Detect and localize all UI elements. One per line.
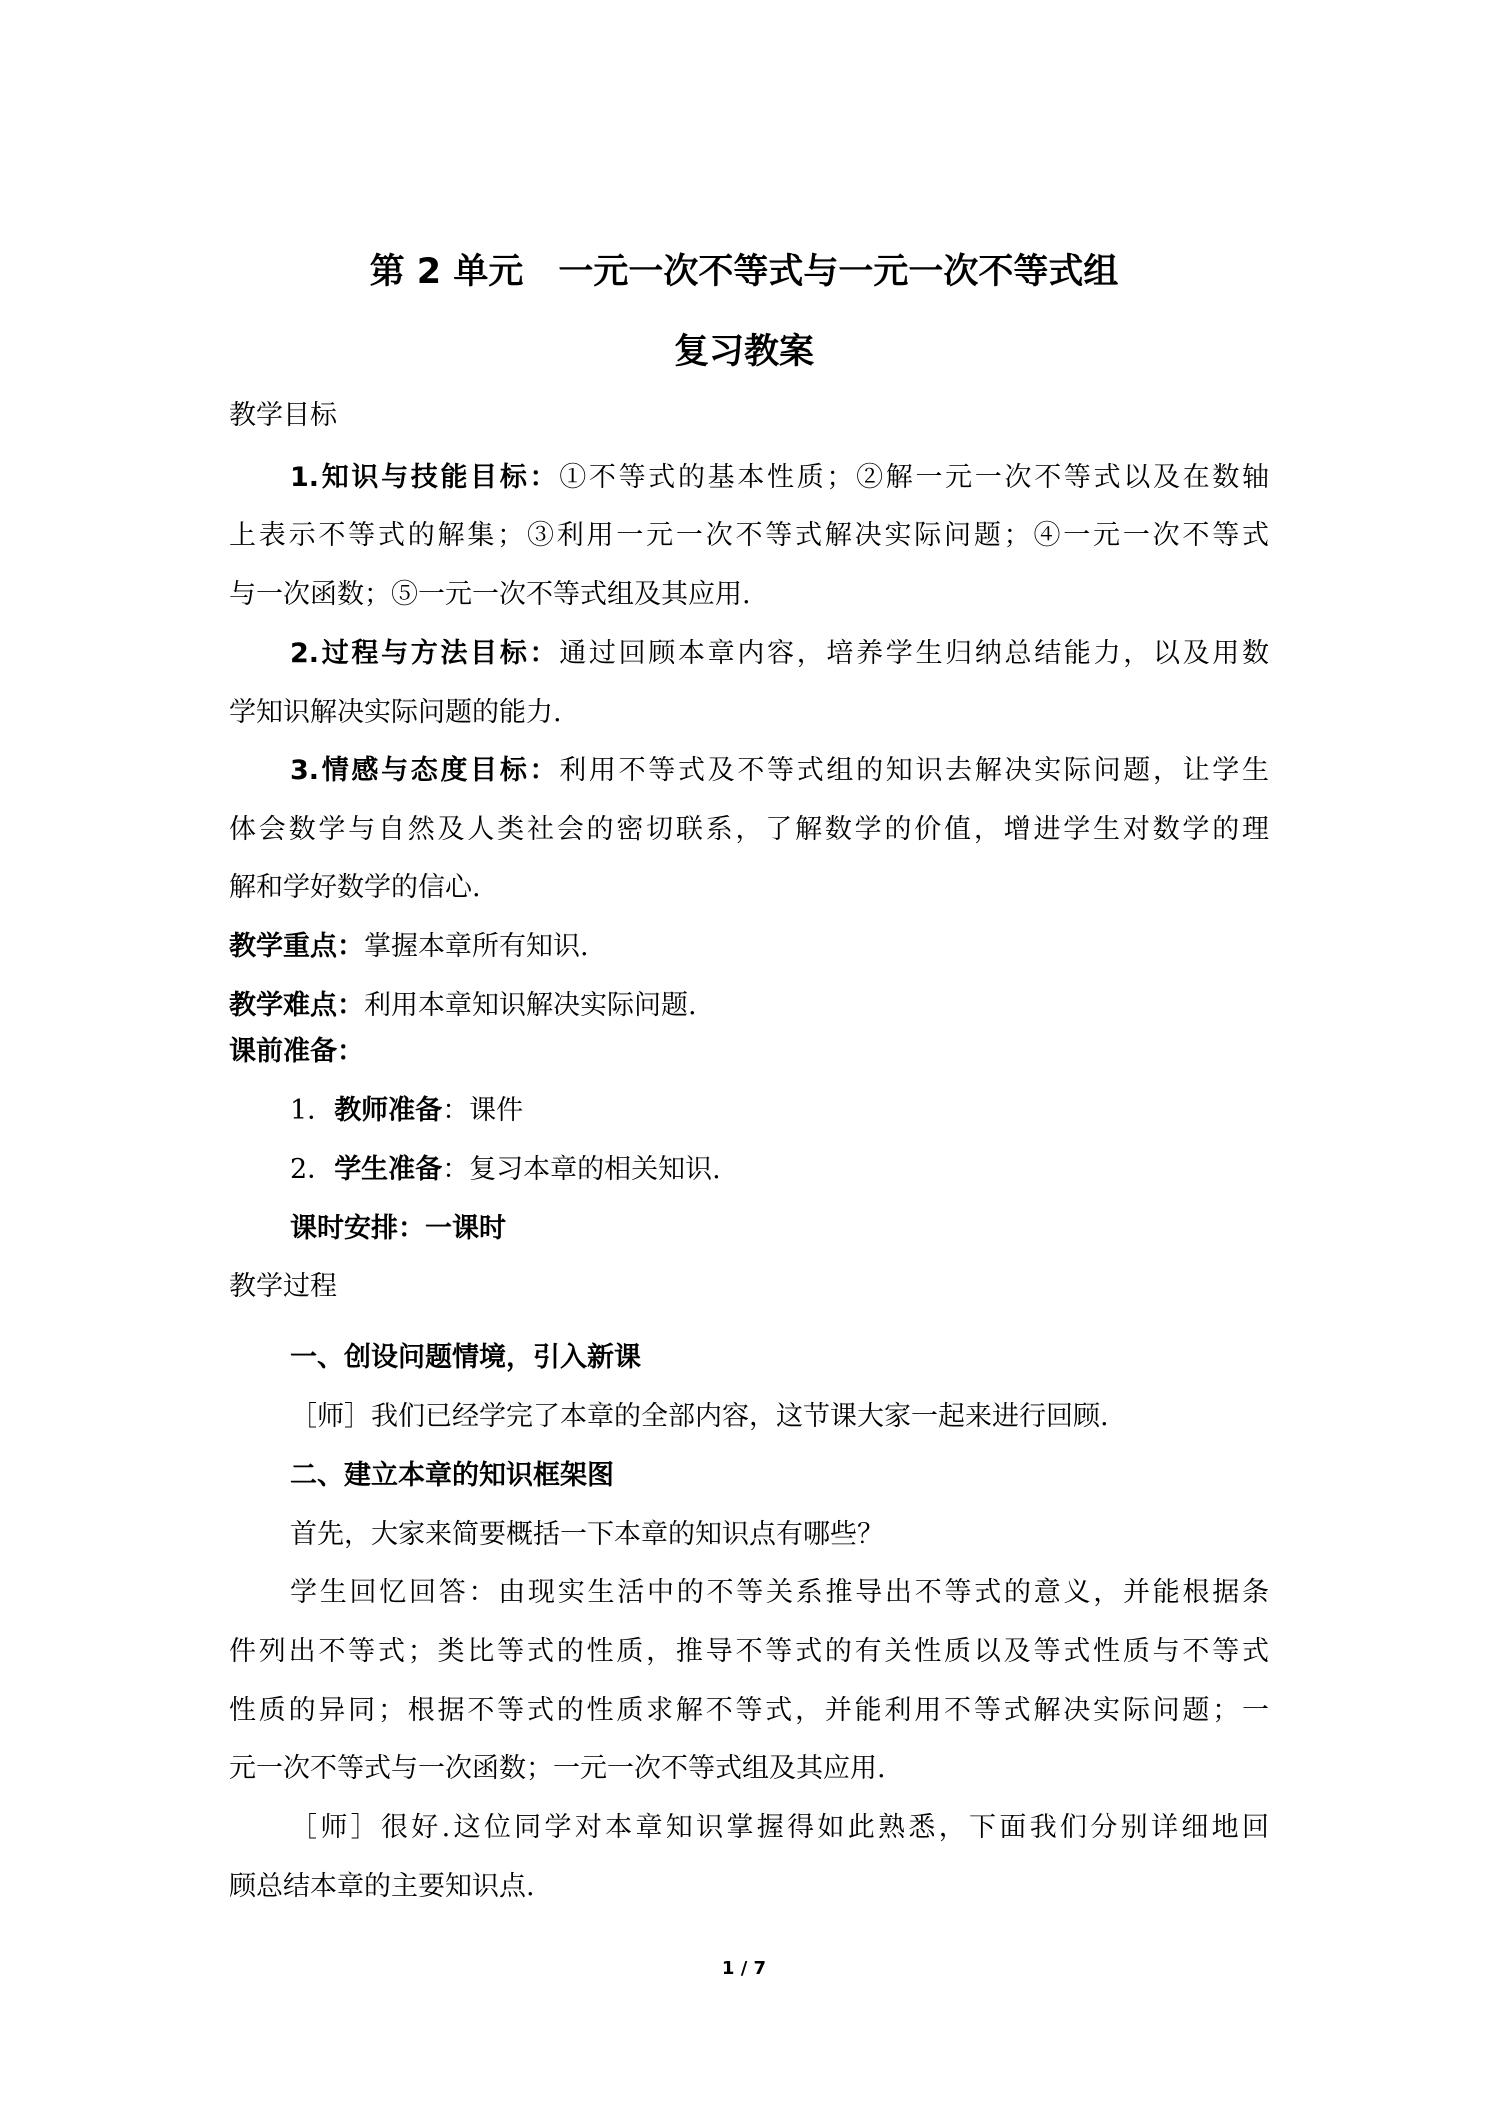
objective-1-text: ①不等式的基本性质；②解一元一次不等式以及在数轴 — [559, 462, 1269, 493]
preparation-item-1-label: 教师准备 — [334, 1095, 443, 1126]
preparation-heading: 课前准备： — [229, 1036, 364, 1067]
section-2-paragraph-3-line-1: ［师］很好.这位同学对本章知识掌握得如此熟悉，下面我们分别详细地回 — [290, 1812, 1269, 1843]
difficult-point-label: 教学难点： — [229, 990, 364, 1021]
document-title: 第 2 单元 一元一次不等式与一元一次不等式组 — [369, 252, 1119, 292]
preparation-item-1 — [290, 1093, 1269, 1129]
key-point-text: 掌握本章所有知识. — [364, 931, 589, 962]
difficult-point-text: 利用本章知识解决实际问题. — [364, 990, 697, 1021]
section-2-paragraph-3-line-2: 顾总结本章的主要知识点. — [229, 1871, 535, 1902]
objective-2-text: 通过回顾本章内容，培养学生归纳总结能力，以及用数 — [559, 638, 1269, 669]
section-2-paragraph-1: 首先，大家来简要概括一下本章的知识点有哪些？ — [290, 1519, 884, 1550]
section-2-paragraph-2-line-1: 学生回忆回答：由现实生活中的不等关系推导出不等式的意义，并能根据条 — [290, 1577, 1269, 1608]
preparation-item-2-label: 学生准备 — [334, 1154, 443, 1185]
key-point — [229, 929, 1269, 965]
page-number: 1 / 7 — [721, 1958, 767, 1979]
objectives-heading: 教学目标 — [229, 400, 337, 431]
preparation-item-1-text: ：课件 — [442, 1095, 524, 1126]
objective-3-line-1 — [290, 753, 1269, 789]
preparation-item-1-number: 1． — [290, 1095, 335, 1126]
objective-1-line-2: 上表示不等式的解集；③利用一元一次不等式解决实际问题；④一元一次不等式 — [229, 520, 1269, 551]
objective-3-line-2: 体会数学与自然及人类社会的密切联系，了解数学的价值，增进学生对数学的理 — [229, 814, 1269, 845]
difficult-point — [229, 988, 1269, 1024]
section-2-heading: 二、建立本章的知识框架图 — [290, 1460, 614, 1491]
section-1-paragraph: ［师］我们已经学完了本章的全部内容，这节课大家一起来进行回顾. — [290, 1401, 1109, 1432]
section-1-heading: 一、创设问题情境，引入新课 — [290, 1342, 641, 1373]
preparation-item-2 — [290, 1152, 1269, 1188]
preparation-item-2-text: ：复习本章的相关知识. — [442, 1154, 721, 1185]
objective-3-label: 3.情感与态度目标： — [290, 755, 560, 786]
objective-1-line-1 — [290, 460, 1269, 496]
objective-3-text: 利用不等式及不等式组的知识去解决实际问题，让学生 — [559, 755, 1269, 786]
preparation-item-2-number: 2． — [290, 1154, 335, 1185]
objective-2-line-1 — [290, 636, 1269, 672]
key-point-label: 教学重点： — [229, 931, 364, 962]
objective-2-line-2: 学知识解决实际问题的能力. — [229, 697, 562, 728]
process-heading: 教学过程 — [229, 1271, 337, 1302]
section-2-paragraph-2-line-4: 元一次不等式与一次函数；一元一次不等式组及其应用. — [229, 1753, 886, 1784]
section-2-paragraph-2-line-2: 件列出不等式；类比等式的性质，推导不等式的有关性质以及等式性质与不等式 — [229, 1636, 1269, 1667]
document-subtitle: 复习教案 — [673, 332, 814, 372]
objective-2-label: 2.过程与方法目标： — [290, 638, 560, 669]
objective-1-label: 1.知识与技能目标： — [290, 462, 560, 493]
objective-3-line-3: 解和学好数学的信心. — [229, 872, 481, 903]
objective-1-line-3: 与一次函数；⑤一元一次不等式组及其应用. — [229, 579, 751, 610]
section-2-paragraph-2-line-3: 性质的异同；根据不等式的性质求解不等式，并能利用不等式解决实际问题；一 — [229, 1695, 1269, 1726]
schedule: 课时安排：一课时 — [290, 1213, 506, 1244]
